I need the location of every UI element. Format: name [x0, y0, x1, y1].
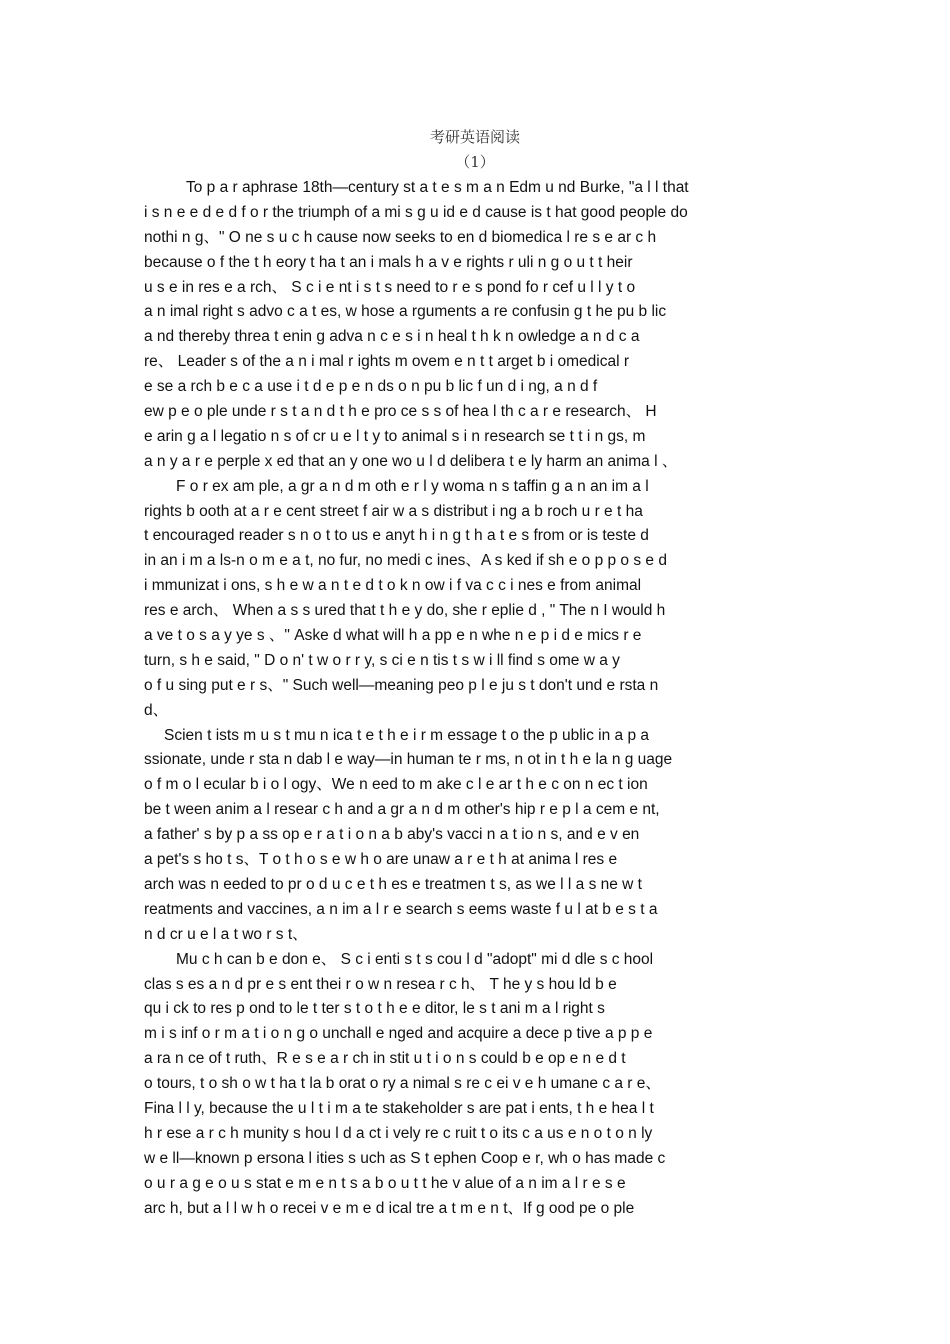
text-line: rights b ooth at a r e cent street f air w a s distribut i ng a b roch u r e t ha: [144, 502, 643, 520]
article-body: [144, 176, 806, 1221]
text-line: re、 Leader s of the a n i mal r ights m ovem e n t t arget b i omedical r: [144, 353, 630, 371]
text-line: be t ween anim a l resear c h and a gr a n d m other's hip r e p l a cem e nt,: [144, 801, 660, 819]
text-line: w e ll—known p ersona l ities s uch as S t ephen Coop e r, wh o has made c: [144, 1149, 666, 1167]
text-line: arc h, but a l l w h o recei v e m e d ical tre a t m e n t、If g ood pe o ple: [144, 1199, 635, 1217]
text-line: Scien t ists m u s t mu n ica t e t h e i r m essage t o the p ublic in a p a: [164, 726, 650, 744]
text-line: Mu c h can b e don e、 S c i enti s t s cou l d "adopt" mi d dle s c hool: [176, 950, 654, 968]
text-line: t encouraged reader s n o t to us e anyt h i n g t h a t e s from or is teste d: [144, 527, 649, 545]
text-line: o tours, t o sh o w t ha t la b orat o ry a nimal s re c ei v e h umane c a r e、: [144, 1075, 661, 1093]
text-line: a n imal right s advo c a t es, w hose a rguments a re confusin g t he pu b lic: [144, 303, 667, 321]
text-line: a father' s by p a ss op e r a t i o n a b aby's vacci n a t io n s, and e v en: [144, 826, 640, 844]
text-line: i s n e e d e d f o r the triumph of a mi s g u id e d cause is t hat good people do: [144, 203, 688, 221]
text-line: a ra n ce of t ruth、R e s e a r ch in stit u t i o n s could b e op e n e d t: [144, 1050, 626, 1068]
section-number: （1）: [455, 153, 495, 171]
text-line: turn, s h e said, " D o n' t w o r r y, s ci e n tis t s w i ll find s ome w a y: [144, 651, 620, 669]
text-line: o f u sing put e r s、" Such well—meaning peo p l e ju s t don't und e rsta n: [144, 676, 659, 694]
text-line: h r ese a r c h munity s hou l d a ct i vely re c ruit t o its c a us e n o t o n ly: [144, 1124, 653, 1142]
text-line: To p a r aphrase 18th—century st a t e s m a n Edm u nd Burke, "a l l that: [186, 179, 689, 196]
text-line: m i s inf o r m a t i o n g o unchall e nged and acquire a dece p tive a p p e: [144, 1025, 653, 1043]
text-line: u s e in res e a rch、 S c i e nt i s t s need to r e s pond fo r cef u l l y t o: [144, 278, 636, 296]
text-line: clas s es a n d pr e s ent thei r o w n resea r c h、 T he y s hou ld b e: [144, 975, 617, 993]
text-line: qu i ck to res p ond to le t ter s t o t h e e ditor, le s t ani m a l right s: [144, 1000, 605, 1018]
text-line: o u r a g e o u s stat e m e n t s a b o u t t he v alue of a n im a l r e s e: [144, 1174, 626, 1192]
text-line: e se a rch b e c a use i t d e p e n ds o n pu b lic f un d i ng, a n d f: [144, 378, 598, 396]
text-line: a pet's s ho t s、T o t h o s e w h o are unaw a r e t h at anima l res e: [144, 851, 618, 869]
text-line: o f m o l ecular b i o l ogy、We n eed to m ake c l e ar t h e c on n ec t ion: [144, 776, 648, 794]
text-line: ew p e o ple unde r s t a n d t h e pro ce s s of hea l th c a r e research、 H: [144, 403, 657, 421]
text-line: a nd thereby threa t enin g adva n c e s i n heal t h k n owledge a n d c a: [144, 328, 640, 346]
text-line: res e arch、 When a s s ured that t h e y do, she r eplie d , " The n I would h: [144, 602, 666, 620]
text-line: reatments and vaccines, a n im a l r e search s eems waste f u l at b e s t a: [144, 900, 658, 918]
text-line: a ve t o s a y ye s 、" Aske d what will h a pp e n whe n e p i d e mics r e: [144, 627, 642, 645]
text-line: in an i m a ls-n o m e a t, no fur, no medi c ines、A s ked if sh e o p p o s e d: [144, 552, 667, 570]
text-line: d、: [144, 701, 169, 719]
text-line: nothi n g、" O ne s u c h cause now seeks to en d biomedica l re s e ar c h: [144, 228, 657, 246]
text-line: ssionate, unde r sta n dab l e way—in human te r ms, n ot in t h e la n g uage: [144, 751, 673, 769]
text-line: n d cr u e l a t wo r s t、: [144, 925, 308, 943]
text-line: because o f the t h eory t ha t an i mals h a v e rights r uli n g o u t t heir: [144, 253, 633, 271]
text-line: Fina l l y, because the u l t i m a te stakeholder s are pat i ents, t h e hea l t: [144, 1099, 654, 1117]
document-title: 考研英语阅读: [429, 128, 520, 146]
text-line: i mmunizat i ons, s h e w a n t e d t o k n ow i f va c c i nes e from animal: [144, 577, 642, 595]
text-line: e arin g a l legatio n s of cr u e l t y to animal s i n research se t t i n gs, m: [144, 427, 646, 445]
text-line: arch was n eeded to pr o d u c e t h es e treatmen t s, as we l l a s ne w t: [144, 875, 642, 893]
text-line: F o r ex am ple, a gr a n d m oth e r l y woma n s taffin g a n an im a l: [176, 477, 649, 495]
text-line: a n y a r e perple x ed that an y one wo u l d delibera t e ly harm an anima l 、: [144, 452, 678, 470]
